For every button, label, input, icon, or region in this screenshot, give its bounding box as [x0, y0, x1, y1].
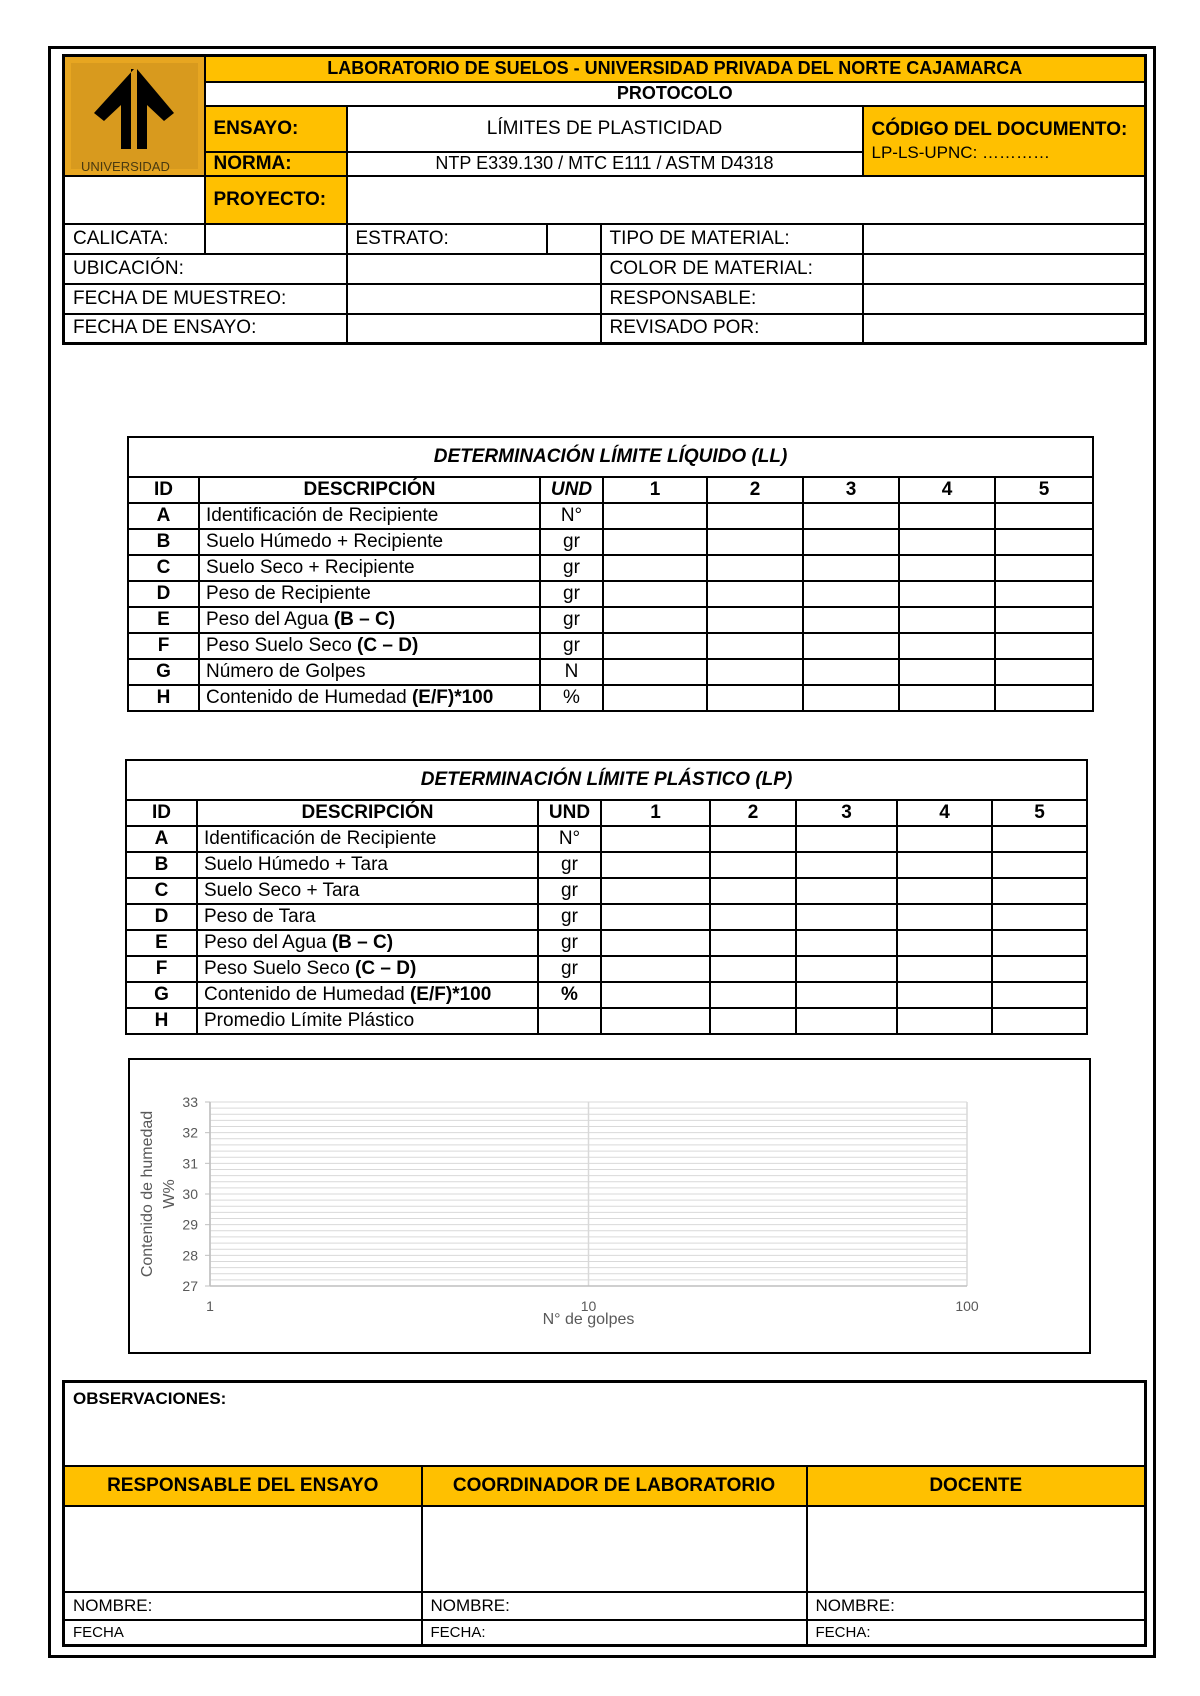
row-id: E [126, 930, 197, 956]
table-row [128, 555, 1093, 581]
fecha-docente[interactable]: FECHA: [807, 1620, 1146, 1646]
fecha-responsable[interactable]: FECHA [64, 1620, 422, 1646]
value-cell-5[interactable] [992, 956, 1087, 982]
row-desc-text: Suelo Seco + Tara [204, 880, 360, 901]
value-cell-2[interactable] [710, 878, 796, 904]
lp-col-header: UND [538, 800, 601, 826]
row-unit: N° [540, 503, 603, 529]
row-desc-text: Identificación de Recipiente [204, 828, 437, 849]
proyecto-label: PROYECTO: [205, 176, 347, 224]
row-description [199, 685, 540, 711]
value-cell-1[interactable] [603, 685, 707, 711]
ubicacion-field[interactable] [347, 254, 601, 284]
liquid-limit-table [127, 436, 1094, 712]
row-id: H [128, 685, 199, 711]
signature-docente[interactable] [807, 1506, 1146, 1592]
row-id: A [126, 826, 197, 852]
row-unit: gr [540, 555, 603, 581]
x-tick-label: 1 [206, 1298, 214, 1314]
signature-responsable[interactable] [64, 1506, 422, 1592]
table-row [128, 685, 1093, 711]
codigo-cell [863, 106, 1146, 176]
revisado-por-label: REVISADO POR: [601, 314, 863, 344]
row-desc-text: Peso de Recipiente [206, 583, 371, 604]
y-tick-label: 33 [182, 1094, 198, 1110]
value-cell-4[interactable] [897, 930, 992, 956]
value-cell-3[interactable] [796, 826, 897, 852]
value-cell-1[interactable] [601, 956, 710, 982]
value-cell-3[interactable] [796, 878, 897, 904]
value-cell-3[interactable] [803, 659, 899, 685]
nombre-responsable[interactable]: NOMBRE: [64, 1592, 422, 1620]
value-cell-5[interactable] [992, 852, 1087, 878]
ll-col-header: ID [128, 477, 199, 503]
tipo-material-label: TIPO DE MATERIAL: [601, 224, 863, 254]
ll-body [128, 437, 1093, 711]
lp-col-header: DESCRIPCIÓN [197, 800, 538, 826]
value-cell-4[interactable] [899, 529, 995, 555]
row-description [199, 633, 540, 659]
row-description [197, 1008, 538, 1034]
estrato-field[interactable] [547, 224, 601, 254]
table-row [126, 878, 1087, 904]
table-row [126, 930, 1087, 956]
y-tick-label: 31 [182, 1155, 198, 1172]
value-cell-5[interactable] [995, 529, 1093, 555]
value-cell-2[interactable] [707, 581, 803, 607]
value-cell-5[interactable] [995, 581, 1093, 607]
value-cell-5[interactable] [992, 1008, 1087, 1034]
row-description [199, 607, 540, 633]
row-desc-formula: (E/F)*100 [409, 984, 492, 1005]
table-row [128, 503, 1093, 529]
table-row [126, 904, 1087, 930]
value-cell-1[interactable] [601, 826, 710, 852]
lp-col-header: 1 [601, 800, 710, 826]
table-row [126, 956, 1087, 982]
value-cell-2[interactable] [707, 685, 803, 711]
footer-table [62, 1380, 1147, 1647]
value-cell-1[interactable] [601, 982, 710, 1008]
value-cell-4[interactable] [897, 904, 992, 930]
row-unit: gr [538, 956, 601, 982]
table-row [128, 633, 1093, 659]
header-table [62, 54, 1147, 345]
row-description [197, 826, 538, 852]
nombre-coordinador[interactable]: NOMBRE: [422, 1592, 807, 1620]
value-cell-3[interactable] [796, 1008, 897, 1034]
value-cell-3[interactable] [796, 930, 897, 956]
row-unit: % [538, 982, 601, 1008]
norma-value: NTP E339.130 / MTC E111 / ASTM D4318 [347, 152, 863, 176]
y-tick-label: 32 [182, 1124, 198, 1141]
value-cell-3[interactable] [796, 904, 897, 930]
value-cell-2[interactable] [707, 529, 803, 555]
value-cell-1[interactable] [603, 581, 707, 607]
row-desc-text: Peso Suelo Seco [204, 958, 356, 979]
y-tick-label: 29 [182, 1216, 198, 1233]
y-tick-label: 30 [182, 1186, 198, 1202]
row-description [199, 529, 540, 555]
x-tick-label: 100 [955, 1298, 979, 1314]
flow-curve-chart [128, 1058, 1091, 1354]
tipo-material-field[interactable] [863, 224, 1146, 254]
row-desc-formula: (B – C) [333, 609, 396, 630]
y-tick-label: 28 [182, 1247, 198, 1264]
ensayo-label: ENSAYO: [205, 106, 347, 152]
value-cell-1[interactable] [603, 633, 707, 659]
row-description [197, 982, 538, 1008]
value-cell-4[interactable] [899, 633, 995, 659]
value-cell-2[interactable] [707, 633, 803, 659]
row-description [199, 503, 540, 529]
value-cell-5[interactable] [995, 633, 1093, 659]
codigo-value: LP-LS-UPNC: ………… [871, 142, 1051, 162]
row-unit: gr [540, 581, 603, 607]
value-cell-2[interactable] [710, 930, 796, 956]
fecha-ensayo-label: FECHA DE ENSAYO: [64, 314, 347, 344]
value-cell-1[interactable] [601, 1008, 710, 1034]
value-cell-2[interactable] [707, 555, 803, 581]
value-cell-5[interactable] [992, 878, 1087, 904]
fecha-muestreo-field[interactable] [347, 284, 601, 314]
protocolo-label: PROTOCOLO [205, 82, 1146, 106]
value-cell-4[interactable] [899, 685, 995, 711]
row-description [199, 555, 540, 581]
coordinador-header: COORDINADOR DE LABORATORIO [422, 1466, 807, 1506]
row-unit: N [540, 659, 603, 685]
logo-arrow-icon: UNIVERSIDAD PRIVADA DEL NORTE [71, 63, 197, 176]
ll-col-header: DESCRIPCIÓN [199, 477, 540, 503]
value-cell-4[interactable] [897, 826, 992, 852]
row-desc-text: Número de Golpes [206, 661, 366, 682]
proyecto-field[interactable] [347, 176, 1146, 224]
value-cell-3[interactable] [803, 581, 899, 607]
row-desc-text: Suelo Húmedo + Tara [204, 854, 388, 875]
ubicacion-label: UBICACIÓN: [64, 254, 347, 284]
row-description [199, 581, 540, 607]
row-desc-text: Peso del Agua [204, 932, 332, 953]
lp-col-header: 5 [992, 800, 1087, 826]
row-description [197, 956, 538, 982]
row-description [197, 852, 538, 878]
row-desc-formula: (C – D) [355, 958, 417, 979]
logo-text-2: PRIVADA [81, 175, 138, 190]
value-cell-2[interactable] [710, 982, 796, 1008]
value-cell-2[interactable] [707, 503, 803, 529]
table-row [128, 581, 1093, 607]
logo-text-1: UNIVERSIDAD [81, 159, 170, 174]
value-cell-5[interactable] [992, 904, 1087, 930]
ll-col-header: 1 [603, 477, 707, 503]
table-row [128, 529, 1093, 555]
responsable-ensayo-header: RESPONSABLE DEL ENSAYO [64, 1466, 422, 1506]
row-id: C [126, 878, 197, 904]
table-row [126, 852, 1087, 878]
university-logo [64, 56, 205, 206]
table-row [128, 659, 1093, 685]
plastic-limit-table [125, 759, 1088, 1035]
value-cell-5[interactable] [995, 607, 1093, 633]
y-axis-label: W% [161, 1179, 178, 1209]
ll-title: DETERMINACIÓN LÍMITE LÍQUIDO (LL) [128, 437, 1093, 477]
row-id: A [128, 503, 199, 529]
ll-col-header: 5 [995, 477, 1093, 503]
row-id: E [128, 607, 199, 633]
value-cell-1[interactable] [601, 904, 710, 930]
row-id: C [128, 555, 199, 581]
row-unit: gr [538, 852, 601, 878]
row-id: D [126, 904, 197, 930]
row-desc-formula: (C – D) [357, 635, 419, 656]
value-cell-1[interactable] [603, 607, 707, 633]
row-id: D [128, 581, 199, 607]
lp-col-header: 4 [897, 800, 992, 826]
lp-body [126, 760, 1087, 1034]
revisado-por-field[interactable] [863, 314, 1146, 344]
lp-title: DETERMINACIÓN LÍMITE PLÁSTICO (LP) [126, 760, 1087, 800]
table-row [128, 607, 1093, 633]
row-desc-text: Suelo Húmedo + Recipiente [206, 531, 444, 552]
row-unit: gr [540, 607, 603, 633]
row-description [197, 930, 538, 956]
ll-col-header: 3 [803, 477, 899, 503]
value-cell-1[interactable] [601, 930, 710, 956]
value-cell-5[interactable] [995, 685, 1093, 711]
row-id: H [126, 1008, 197, 1034]
ll-col-header: 2 [707, 477, 803, 503]
value-cell-4[interactable] [899, 659, 995, 685]
row-desc-text: Peso Suelo Seco [206, 635, 358, 656]
color-material-field[interactable] [863, 254, 1146, 284]
value-cell-1[interactable] [601, 852, 710, 878]
value-cell-3[interactable] [803, 555, 899, 581]
value-cell-4[interactable] [899, 607, 995, 633]
row-id: G [126, 982, 197, 1008]
row-unit: gr [538, 930, 601, 956]
value-cell-3[interactable] [796, 982, 897, 1008]
row-desc-text: Peso de Tara [204, 906, 316, 927]
y-tick-label: 27 [182, 1278, 198, 1294]
ll-col-header: UND [540, 477, 603, 503]
value-cell-1[interactable] [603, 555, 707, 581]
value-cell-2[interactable] [707, 607, 803, 633]
chart-svg [130, 1060, 1089, 1352]
row-description [199, 659, 540, 685]
row-description [197, 878, 538, 904]
codigo-label: CÓDIGO DEL DOCUMENTO: [871, 118, 1128, 140]
row-desc-text: Promedio Límite Plástico [204, 1010, 415, 1031]
value-cell-4[interactable] [897, 852, 992, 878]
fecha-ensayo-field[interactable] [347, 314, 601, 344]
norma-label: NORMA: [205, 152, 347, 176]
value-cell-4[interactable] [899, 555, 995, 581]
ll-col-header: 4 [899, 477, 995, 503]
value-cell-2[interactable] [710, 956, 796, 982]
value-cell-5[interactable] [995, 659, 1093, 685]
value-cell-1[interactable] [603, 503, 707, 529]
row-unit: N° [538, 826, 601, 852]
value-cell-5[interactable] [995, 555, 1093, 581]
row-desc-text: Suelo Seco + Recipiente [206, 557, 415, 578]
x-tick-label: 10 [580, 1298, 597, 1314]
row-desc-text: Contenido de Humedad [204, 984, 410, 1005]
row-unit: gr [540, 633, 603, 659]
value-cell-2[interactable] [710, 904, 796, 930]
row-desc-text: Identificación de Recipiente [206, 505, 439, 526]
x-axis-label: N° de golpes [542, 1311, 635, 1328]
row-unit: gr [538, 878, 601, 904]
ensayo-value: LÍMITES DE PLASTICIDAD [347, 106, 863, 152]
responsable-field[interactable] [863, 284, 1146, 314]
value-cell-5[interactable] [992, 930, 1087, 956]
value-cell-1[interactable] [601, 878, 710, 904]
row-id: F [128, 633, 199, 659]
value-cell-3[interactable] [796, 852, 897, 878]
value-cell-5[interactable] [992, 826, 1087, 852]
value-cell-1[interactable] [603, 659, 707, 685]
fecha-muestreo-label: FECHA DE MUESTREO: [64, 284, 347, 314]
value-cell-5[interactable] [992, 982, 1087, 1008]
value-cell-3[interactable] [803, 529, 899, 555]
value-cell-4[interactable] [897, 956, 992, 982]
row-desc-formula: (B – C) [331, 932, 394, 953]
row-unit [538, 1008, 601, 1034]
calicata-field[interactable] [205, 224, 347, 254]
fecha-coordinador[interactable]: FECHA: [422, 1620, 807, 1646]
value-cell-3[interactable] [803, 503, 899, 529]
row-desc-text: Peso del Agua [206, 609, 334, 630]
responsable-label: RESPONSABLE: [601, 284, 863, 314]
lp-col-header: 2 [710, 800, 796, 826]
calicata-label: CALICATA: [64, 224, 205, 254]
chart-labels [139, 1094, 979, 1328]
lab-title: LABORATORIO DE SUELOS - UNIVERSIDAD PRIVADA DEL NORTE CAJAMARCA [205, 56, 1146, 82]
value-cell-4[interactable] [897, 1008, 992, 1034]
row-unit: gr [538, 904, 601, 930]
y-axis-label: Contenido de humedad [139, 1110, 156, 1278]
signature-coordinador[interactable] [422, 1506, 807, 1592]
value-cell-1[interactable] [603, 529, 707, 555]
value-cell-2[interactable] [707, 659, 803, 685]
chart-grid [210, 1102, 967, 1286]
docente-header: DOCENTE [807, 1466, 1146, 1506]
value-cell-3[interactable] [803, 685, 899, 711]
row-desc-text: Contenido de Humedad [206, 687, 412, 708]
observaciones-label: OBSERVACIONES: [64, 1382, 1146, 1466]
value-cell-2[interactable] [710, 826, 796, 852]
value-cell-4[interactable] [897, 878, 992, 904]
row-id: B [126, 852, 197, 878]
row-desc-formula: (E/F)*100 [411, 687, 494, 708]
row-description [197, 904, 538, 930]
value-cell-2[interactable] [710, 1008, 796, 1034]
value-cell-5[interactable] [995, 503, 1093, 529]
value-cell-4[interactable] [899, 503, 995, 529]
row-unit: gr [540, 529, 603, 555]
table-row [126, 982, 1087, 1008]
lp-col-header: 3 [796, 800, 897, 826]
value-cell-4[interactable] [897, 982, 992, 1008]
lp-col-header: ID [126, 800, 197, 826]
value-cell-4[interactable] [899, 581, 995, 607]
value-cell-3[interactable] [803, 633, 899, 659]
logo-spacer [64, 176, 205, 224]
table-row [126, 826, 1087, 852]
value-cell-2[interactable] [710, 852, 796, 878]
value-cell-3[interactable] [796, 956, 897, 982]
row-unit: % [540, 685, 603, 711]
color-material-label: COLOR DE MATERIAL: [601, 254, 863, 284]
nombre-docente[interactable]: NOMBRE: [807, 1592, 1146, 1620]
row-id: B [128, 529, 199, 555]
value-cell-3[interactable] [803, 607, 899, 633]
estrato-label: ESTRATO: [347, 224, 547, 254]
row-id: G [128, 659, 199, 685]
table-row [126, 1008, 1087, 1034]
row-id: F [126, 956, 197, 982]
